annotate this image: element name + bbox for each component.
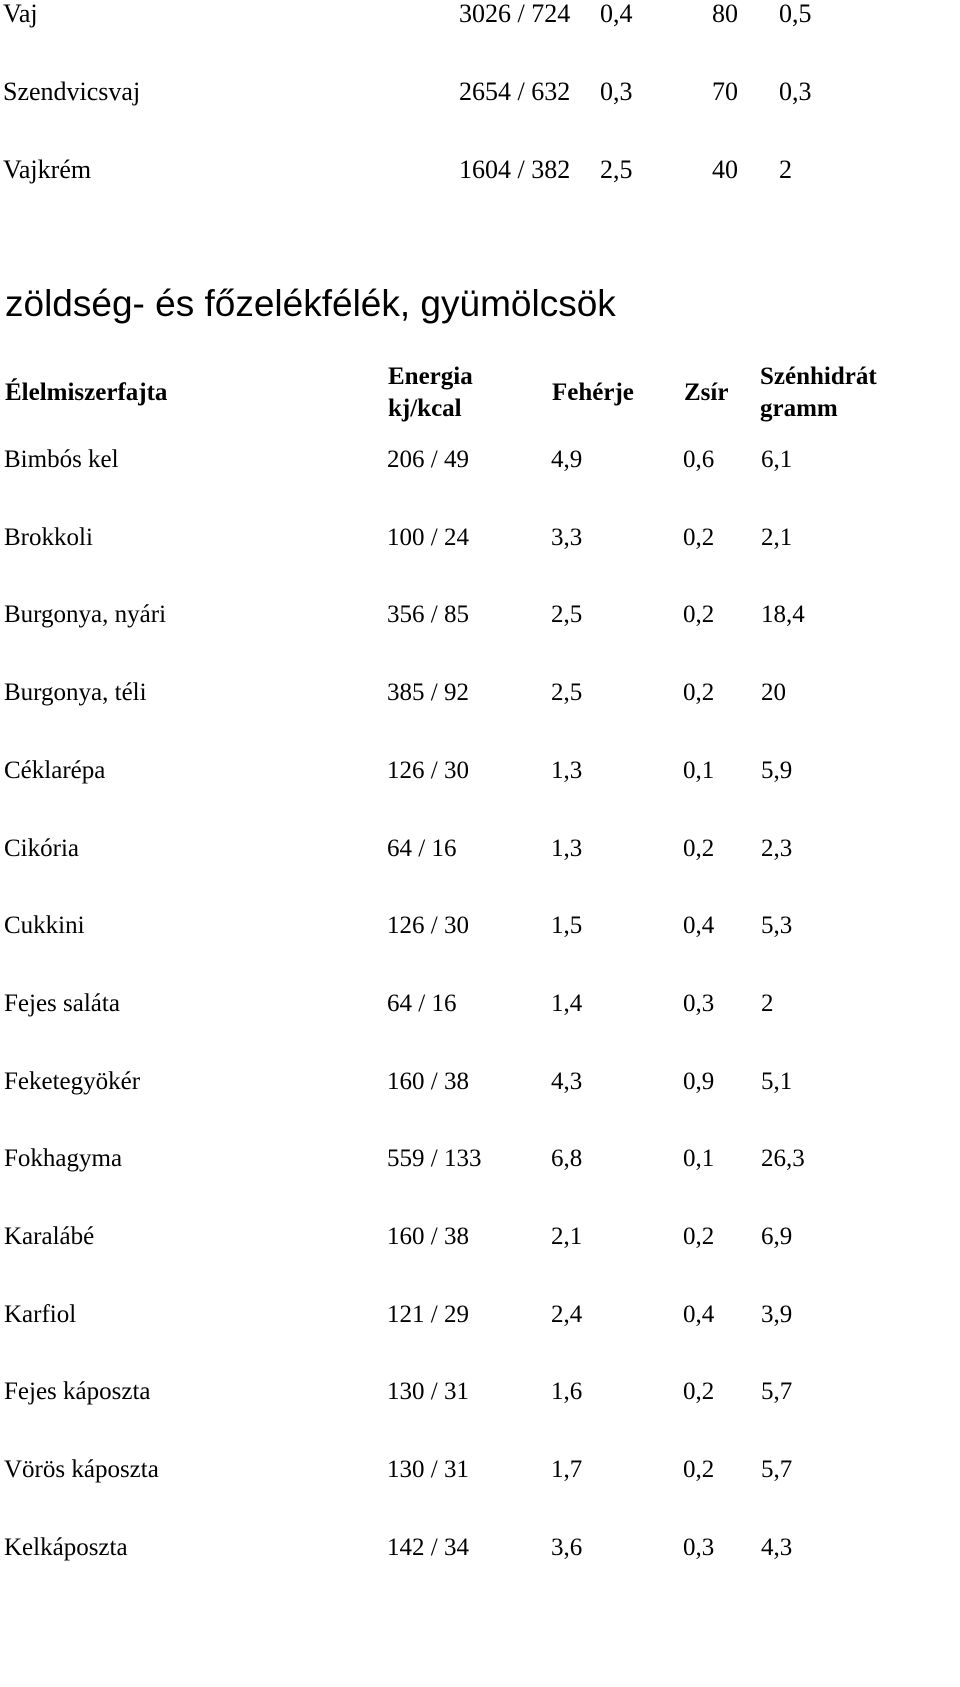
energy-cell: 100 / 24 <box>387 523 469 551</box>
header-protein: Fehérje <box>552 379 634 406</box>
energy-cell: 64 / 16 <box>387 834 457 862</box>
fat-cell: 0,2 <box>683 601 715 629</box>
fat-cell: 0,2 <box>683 1456 715 1484</box>
table-row <box>0 72 960 112</box>
table-row <box>0 1372 960 1412</box>
table-row <box>0 518 960 558</box>
fat-cell: 0,1 <box>683 1145 715 1173</box>
protein-cell: 0,3 <box>600 77 633 106</box>
carbs-cell: 26,3 <box>761 1145 805 1173</box>
carbs-cell: 3,9 <box>761 1300 793 1328</box>
table-row <box>0 829 960 869</box>
table-row <box>0 595 960 635</box>
fat-cell: 80 <box>712 0 738 28</box>
fat-cell: 0,2 <box>683 679 715 707</box>
food-name-cell: Burgonya, téli <box>4 679 147 707</box>
energy-cell: 160 / 38 <box>387 1223 469 1250</box>
fat-cell: 0,3 <box>683 989 715 1017</box>
carbs-cell: 6,9 <box>761 1223 793 1250</box>
table-row <box>0 906 960 946</box>
fat-cell: 0,6 <box>683 446 715 473</box>
energy-cell: 385 / 92 <box>387 679 469 707</box>
food-name-cell: Cikória <box>4 834 79 862</box>
table-row <box>0 673 960 713</box>
food-name-cell: Fejes saláta <box>4 989 120 1017</box>
food-name-cell: Bimbós kel <box>4 446 119 473</box>
food-name-cell: Feketegyökér <box>4 1067 141 1095</box>
fat-cell: 40 <box>712 155 738 184</box>
protein-cell: 1,7 <box>551 1456 583 1484</box>
energy-cell: 130 / 31 <box>387 1456 469 1484</box>
protein-cell: 2,1 <box>551 1223 583 1250</box>
energy-cell: 3026 / 724 <box>459 0 571 28</box>
protein-cell: 4,9 <box>551 446 583 473</box>
carbs-cell: 2 <box>779 155 792 184</box>
carbs-cell: 0,5 <box>779 0 812 28</box>
table-row <box>0 1062 960 1102</box>
energy-cell: 206 / 49 <box>387 446 469 473</box>
fat-cell: 0,2 <box>683 523 715 551</box>
carbs-cell: 2,1 <box>761 523 793 551</box>
header-food: Élelmiszerfajta <box>5 379 168 406</box>
carbs-cell: 2 <box>761 989 774 1017</box>
fat-cell: 70 <box>712 77 738 106</box>
food-name-cell: Fejes káposzta <box>4 1378 151 1406</box>
carbs-cell: 4,3 <box>761 1533 793 1561</box>
carbs-cell: 5,9 <box>761 756 793 784</box>
fat-cell: 0,2 <box>683 1223 715 1250</box>
protein-cell: 2,5 <box>551 601 583 629</box>
fat-cell: 0,9 <box>683 1067 715 1095</box>
protein-cell: 0,4 <box>600 0 633 28</box>
carbs-cell: 6,1 <box>761 446 793 473</box>
fat-cell: 0,4 <box>683 1300 715 1328</box>
table-row <box>0 1139 960 1179</box>
energy-cell: 1604 / 382 <box>459 155 571 184</box>
food-name-cell: Vaj <box>3 0 38 28</box>
carbs-cell: 20 <box>761 679 786 707</box>
protein-cell: 2,4 <box>551 1300 583 1328</box>
energy-cell: 142 / 34 <box>387 1533 469 1561</box>
protein-cell: 2,5 <box>600 155 633 184</box>
table-row <box>0 1528 960 1568</box>
energy-cell: 64 / 16 <box>387 989 457 1017</box>
protein-cell: 3,6 <box>551 1533 583 1561</box>
energy-cell: 126 / 30 <box>387 756 469 784</box>
energy-cell: 356 / 85 <box>387 601 469 629</box>
table-row <box>0 751 960 791</box>
carbs-cell: 2,3 <box>761 834 793 862</box>
energy-cell: 130 / 31 <box>387 1378 469 1406</box>
header-fat: Zsír <box>684 379 729 406</box>
food-name-cell: Burgonya, nyári <box>4 601 167 629</box>
protein-cell: 4,3 <box>551 1067 583 1095</box>
food-name-cell: Brokkoli <box>4 523 93 551</box>
protein-cell: 1,5 <box>551 912 583 940</box>
food-name-cell: Kelkáposzta <box>4 1533 128 1561</box>
table-row <box>0 150 960 190</box>
protein-cell: 6,8 <box>551 1145 583 1173</box>
energy-cell: 121 / 29 <box>387 1300 469 1328</box>
table-row <box>0 984 960 1024</box>
protein-cell: 1,6 <box>551 1378 583 1406</box>
table-row <box>0 0 960 34</box>
food-name-cell: Vörös káposzta <box>4 1456 159 1484</box>
fat-cell: 0,3 <box>683 1533 715 1561</box>
energy-cell: 2654 / 632 <box>459 77 571 106</box>
food-name-cell: Cukkini <box>4 912 85 940</box>
carbs-cell: 18,4 <box>761 601 805 629</box>
table-row <box>0 440 960 480</box>
table-row <box>0 1450 960 1490</box>
carbs-cell: 5,1 <box>761 1067 793 1095</box>
protein-cell: 1,3 <box>551 834 583 862</box>
carbs-cell: 0,3 <box>779 77 812 106</box>
table-row <box>0 1217 960 1257</box>
energy-cell: 126 / 30 <box>387 912 469 940</box>
energy-cell: 160 / 38 <box>387 1067 469 1095</box>
food-name-cell: Céklarépa <box>4 756 106 784</box>
fat-cell: 0,1 <box>683 756 715 784</box>
protein-cell: 1,3 <box>551 756 583 784</box>
table-row <box>0 1295 960 1335</box>
protein-cell: 1,4 <box>551 989 583 1017</box>
protein-cell: 3,3 <box>551 523 583 551</box>
food-name-cell: Fokhagyma <box>4 1145 123 1173</box>
fat-cell: 0,4 <box>683 912 715 940</box>
header-energy: Energia kj/kcal <box>388 363 473 422</box>
food-name-cell: Karfiol <box>4 1300 77 1328</box>
fat-cell: 0,2 <box>683 834 715 862</box>
fat-cell: 0,2 <box>683 1378 715 1406</box>
food-name-cell: Szendvicsvaj <box>3 77 141 106</box>
energy-cell: 559 / 133 <box>387 1145 482 1173</box>
carbs-cell: 5,3 <box>761 912 793 940</box>
header-carbs: Szénhidrát gramm <box>760 363 877 422</box>
food-name-cell: Vajkrém <box>3 155 92 184</box>
section-title: zöldség- és főzelékfélék, gyümölcsök <box>5 283 616 324</box>
carbs-cell: 5,7 <box>761 1378 793 1406</box>
protein-cell: 2,5 <box>551 679 583 707</box>
food-name-cell: Karalábé <box>4 1223 95 1250</box>
carbs-cell: 5,7 <box>761 1456 793 1484</box>
